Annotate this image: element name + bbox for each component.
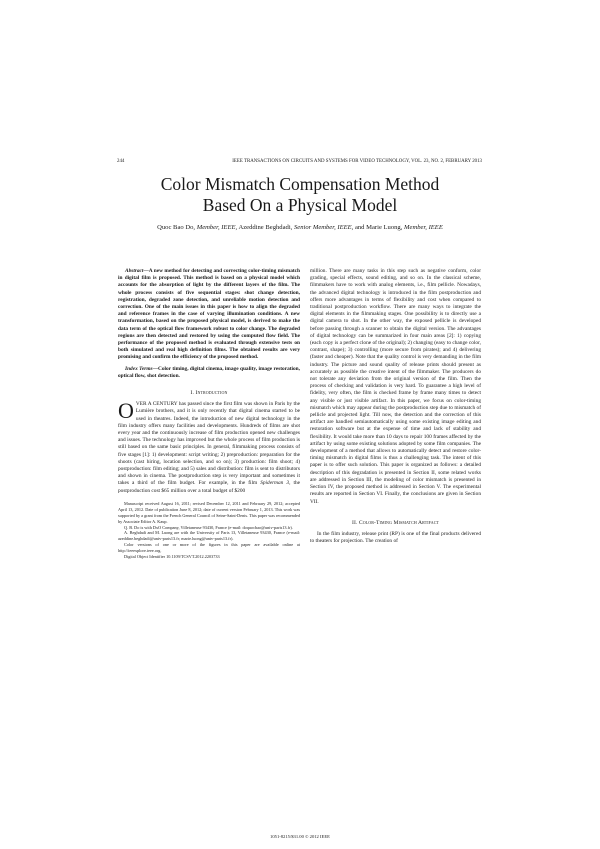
abstract-lead: Abstract [125, 268, 144, 274]
copyright-footer: 1051-8215/$31.00 © 2012 IEEE [270, 834, 330, 839]
section-1-title: Introduction [195, 390, 228, 397]
author-2-name: Azeddine Beghdadi, [238, 224, 293, 231]
intro-text-b: , the postproduction cost $65 million over a total budget of $200 [118, 480, 300, 494]
page-number: 244 [117, 159, 125, 164]
intro-text-a: has passed since the first film was shown in Paris by the Lumière brothers, and it is only recently that digital cinema started to be used in theatres. Indeed, the introduction of new digital technology in the film industry offers many facilities and developments. Hundreds of films are shot every year and the continuously increase of film production opened new challenges and issues. The technology has improved but the whole process of film production is still based on the same basic principles. In general, filmmaking process consists of five stages [1]: 1) development: script writing; 2) preproduction: preparation for the shoots (cast hiring, location selection, and so on); 3) production: film shoot; 4) postproduction: film editing; and 5) sales and distribution: film is sent to distributors and shown in cinema. The postproduction step is very important and sometimes it takes a third of the film budget. For example, in the film [118, 401, 300, 487]
section-2-title: Color-Timing Mismatch Artifact [358, 519, 440, 526]
author-3-name: and Marie Luong, [354, 224, 403, 231]
footnote-color: Color versions of one or more of the figures in this paper are available online at http://ieeexplore.ieee.org. [118, 542, 300, 554]
footnote-author-1: Q. B. Do is with DxO Company, Villetaneuse 93430, France (e-mail: doquocbao@univ-paris13.fr). [124, 524, 293, 530]
author-list [0, 224, 600, 231]
intro-first-words: VER A CENTURY [135, 401, 178, 408]
abstract [118, 268, 300, 362]
footnote-manuscript: Manuscript received August 16, 2011; revised December 12, 2011 and February 29, 2012; accepted April 13, 2012. Date of publication June 8, 2012; date of current version February 1, 2013. This work was supported by a grant from the French General Council of Seine-Saint-Denis. This paper was recommended by Associate Editor A. Kaup. [118, 500, 300, 524]
title-line-2: Based On a Physical Model [202, 195, 398, 215]
section-2-numeral: II. [351, 519, 358, 526]
section-1-numeral: I. [190, 390, 194, 397]
film-title: Spiderman 3 [260, 480, 290, 487]
author-1-role: Member, IEEE, [196, 224, 238, 231]
intro-paragraph [118, 398, 300, 495]
footnotes [118, 501, 300, 560]
index-terms-text: —Color timing, digital cinema, image quality, image restoration, optical flow, shot detection. [118, 365, 300, 379]
journal-header: IEEE TRANSACTIONS ON CIRCUITS AND SYSTEMS FOR VIDEO TECHNOLOGY, VOL. 23, NO. 2, FEBRUARY 2013 [232, 159, 482, 164]
index-terms-lead: Index Terms [125, 365, 153, 372]
right-column [310, 268, 481, 545]
section-2-heading [310, 520, 481, 527]
author-2-role: Senior Member, IEEE, [293, 224, 354, 231]
drop-cap: O [118, 398, 134, 424]
paper-title [0, 174, 600, 216]
index-terms [118, 366, 300, 380]
abstract-text: —A new method for detecting and correcting color-timing mismatch in digital film is proposed. This method is based on a physical model which accounts for the absorption of light by the different layers of the film. The whole process consists of five sequential stages: shot change detection, registration, degraded zone detection, and unreliable motion detection and correction. One of the main issues in this paper is how to align the degraded and reference frames in the case of varying illumination conditions. A new transformation, based on the proposed physical model, is derived to make the data term of the optical flow framework robust to color change. The degraded regions are then detected and restored by using the computed flow field. The performance of the proposed method is evaluated through extensive tests on both simulated and real high definition films. The obtained results are very promising and confirm the efficiency of the proposed method. [118, 268, 300, 361]
footnote-doi: Digital Object Identifier 10.1109/TCSVT.2012.2203733 [124, 554, 220, 560]
footnote-author-2-3: A. Beghdadi and M. Luong are with the University of Paris 13, Villetaneuse 93430, France (e-mail: azeddine.beghdadi@univ-paris13.fr; marie.luong@univ-paris13.fr). [118, 530, 300, 542]
author-3-role: Member, IEEE [404, 224, 443, 231]
author-1-name: Quoc Bao Do, [157, 224, 196, 231]
section-1-heading [118, 390, 300, 397]
intro-continuation: million. There are many tasks in this step such as negative conform, color grading, special effects, sound editing, and so on. In the classical scheme, filmmakers have to work with analog elements, i.e., film pellicle. Nowadays, the advanced digital technology is introduced in the film postproduction and offers more advantages in terms of flexibility and cost when compared to traditional postproduction workflow. There are many ways to integrate the digital elements in the filmmaking stages. One possibility is to directly use a digital camera to shot. In the other way, the exposed pellicle is developed before passing through a scanner to obtain the digital version. The advantages of digital technology can be summarized in four main areas [2]: 1) copying (each copy is a perfect clone of the original); 2) changing (easy to change color, contrast, shape); 3) controlling (more secure from pirates); and 4) delivering (faster and cheaper). Note that the quality control is very demanding in the film industry. The picture and sound quality of release prints should present as accurately as possible the creative intent of the filmmaker. The producers do not tolerate any deviation from the original version of the film. Then the process of checking and validation is very hard. To guarantee a high level of fidelity, very often, the film is checked frame by frame many times to detect any visible or just visible artifact. In this paper, we focus on color-timing mismatch which may appear during the postproduction step due to mismatch of pellicle and projected light. Till now, the detection and the correction of this artifact are handled semiautomatically using some existing image editing and restoration software but at the expense of time and lack of stability and flexibility. It would take more than 10 days to repair 100 frames affected by the artifact by using some existing solutions adopted by some film companies. The development of a method that allows to automatically detect and restore color-timing mismatch in digital films is thus a challenging task. The intent of this paper is to offer such solution. This paper is organized as follows: a detailed description of this degradation is presented in Section II, some related works are addressed in Section III, the modeling of color mismatch is presented in Section IV, the proposed method is addressed in Section V. The experimental results are reported in Section VI. Finally, the conclusions are given in Section VII. [310, 268, 481, 505]
section-2-paragraph: In the film industry, release print (RP) is one of the final products delivered to theaters for projection. The creation of [310, 530, 481, 545]
left-column [118, 268, 300, 560]
title-line-1: Color Mismatch Compensation Method [160, 174, 440, 194]
